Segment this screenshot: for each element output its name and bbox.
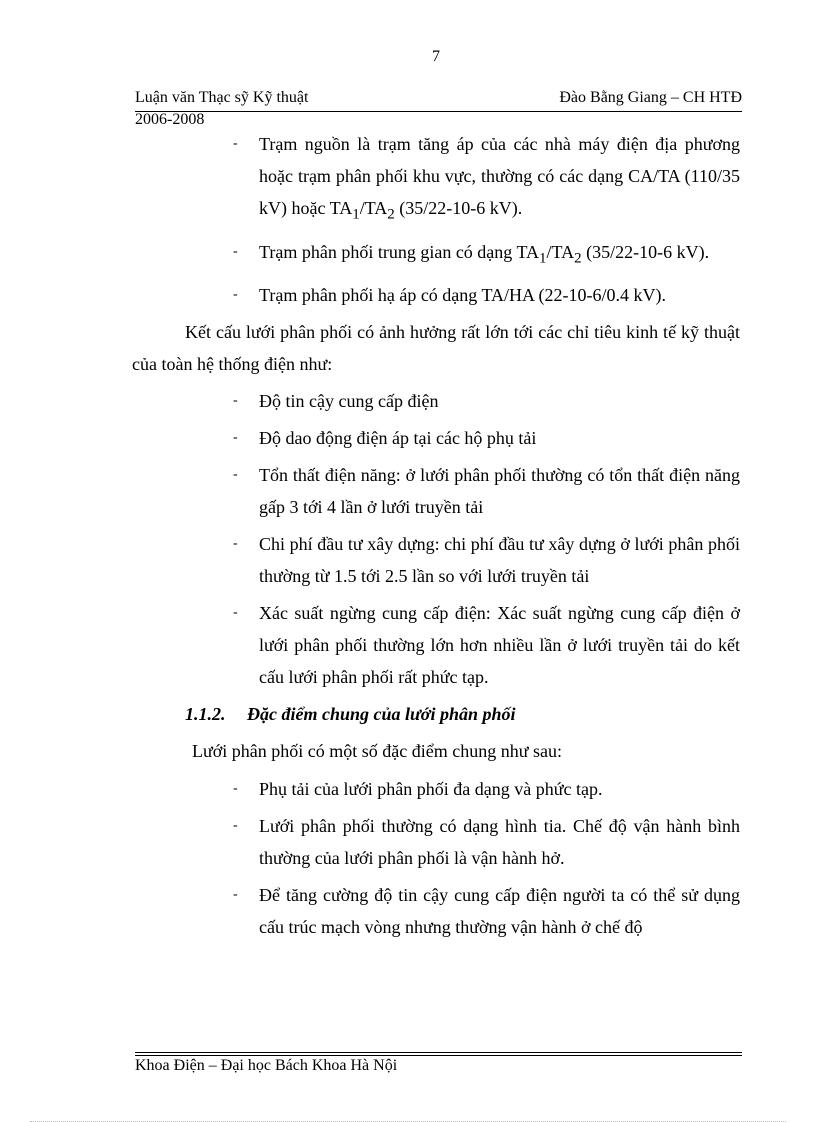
footer-divider (135, 1052, 742, 1053)
formula-sep: /TA (546, 241, 575, 262)
list-item (185, 459, 740, 523)
list-item-text: Trạm phân phối trung gian có dạng TA (259, 241, 540, 262)
list-item (185, 597, 740, 693)
list-item-text: Độ dao động điện áp tại các hộ phụ tải (259, 428, 537, 449)
list-item-text: Độ tin cậy cung cấp điện (259, 391, 439, 412)
list-item-text: Xác suất ngừng cung cấp điện: Xác suất ngừng cung cấp điện ở lưới phân phối thường lớn hơn nhiều lần ở lưới truyền tải do kết cấu lưới phân phối rất phức tạp. (259, 603, 740, 688)
page-number: 7 (432, 48, 440, 65)
header-years: 2006-2008 (135, 111, 205, 128)
bullet-mark: - (233, 781, 238, 797)
bullet-mark: - (233, 430, 238, 446)
subscript: 2 (387, 206, 395, 223)
list-item (185, 128, 740, 231)
subscript: 2 (574, 250, 582, 267)
bullet-mark: - (233, 818, 238, 834)
paragraph-text: Kết cấu lưới phân phối có ảnh hưởng rất lớn tới các chỉ tiêu kinh tế kỹ thuật của toàn hệ thống điện như: (132, 322, 740, 375)
section-heading (185, 698, 740, 730)
list-item (185, 810, 740, 874)
list-item (185, 422, 740, 454)
formula-tail: (35/22-10-6 kV). (581, 241, 710, 262)
bullet-mark: - (233, 467, 238, 483)
header-thesis-title: Luận văn Thạc sỹ Kỹ thuật (135, 89, 309, 106)
bullet-mark: - (233, 605, 238, 621)
list-item-text: Lưới phân phối thường có dạng hình tia. Chế độ vận hành bình thường của lưới phân phối là vận hành hở. (259, 816, 740, 869)
list-item (185, 528, 740, 592)
bullet-mark: - (233, 536, 238, 552)
list-item-text: Trạm phân phối hạ áp có dạng TA/HA (22-10-6/0.4 kV). (259, 285, 667, 306)
bullet-mark: - (233, 393, 238, 409)
list-item-text: Chi phí đầu tư xây dựng: chi phí đầu tư xây dựng ở lưới phân phối thường từ 1.5 tới 2.5 lần so với lưới truyền tải (259, 534, 740, 587)
page-footer: Khoa Điện – Đại học Bách Khoa Hà Nội (135, 1057, 398, 1074)
header-divider (135, 111, 742, 112)
subscript: 1 (539, 250, 547, 267)
list-item (185, 385, 740, 417)
list-item (185, 879, 740, 943)
list-item (185, 773, 740, 805)
bullet-mark: - (233, 287, 238, 303)
header-author: Đào Bằng Giang – CH HTĐ (559, 89, 742, 106)
bullet-mark: - (233, 243, 238, 259)
list-item-text: Để tăng cường độ tin cậy cung cấp điện người ta có thể sử dụng cấu trúc mạch vòng nhưng thường vận hành ở chế độ (259, 885, 740, 938)
page-edge (30, 1121, 786, 1122)
list-item-text: Trạm nguồn là trạm tăng áp của các nhà máy điện địa phương hoặc trạm phân phối khu vực, thường có các dạng CA/TA (110/35 kV) hoặc TA (259, 134, 740, 218)
page-body (132, 128, 740, 948)
formula-sep: /TA (359, 198, 388, 218)
list-item-text: Tổn thất điện năng: ở lưới phân phối thường có tổn thất điện năng gấp 3 tới 4 lần ở lưới truyền tải (259, 465, 740, 518)
section-number: 1.1.2. (185, 704, 226, 725)
paragraph (132, 316, 740, 380)
footer-divider (135, 1055, 742, 1056)
formula-tail: (35/22-10-6 kV). (394, 198, 523, 218)
section-title: Đặc điểm chung của lưới phân phối (247, 704, 516, 725)
list-item (185, 279, 740, 311)
list-item (185, 236, 740, 275)
subscript: 1 (352, 206, 360, 223)
paragraph: Lưới phân phối có một số đặc điểm chung như sau: (192, 741, 562, 762)
bullet-mark: - (233, 136, 238, 151)
list-item-text: Phụ tải của lưới phân phối đa dạng và phức tạp. (259, 779, 603, 800)
bullet-mark: - (233, 887, 238, 903)
